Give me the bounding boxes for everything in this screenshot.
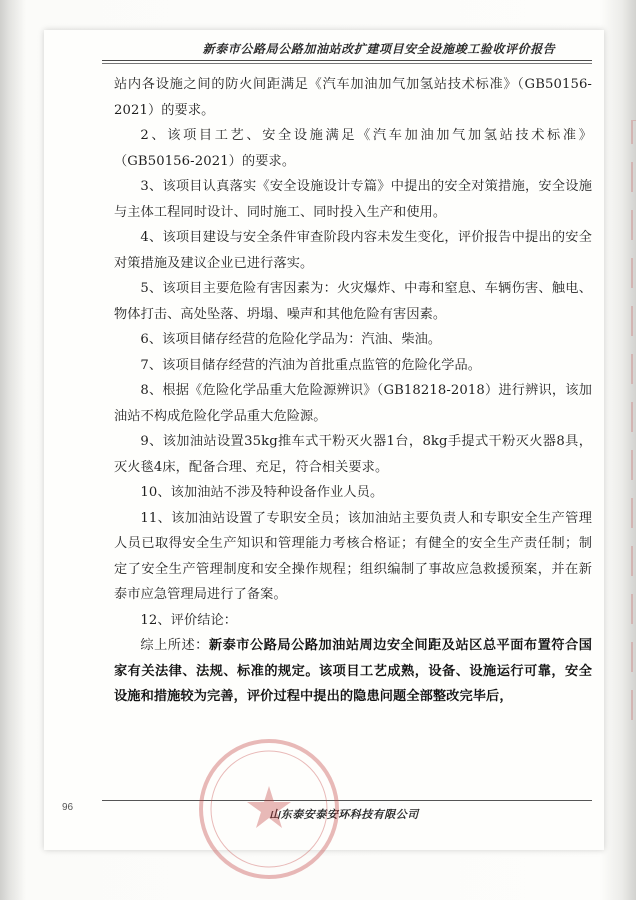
paragraph-item-5: 5、该项目主要危险有害因素为：火灾爆炸、中毒和窒息、车辆伤害、触电、物体打击、高处坠落、坍塌、噪声和其他危险有害因素。	[114, 281, 592, 322]
document-page	[44, 30, 604, 850]
page-number: 96	[62, 802, 74, 813]
conclusion-bold-text: 新泰市公路局公路加油站周边安全间距及站区总平面布置符合国家有关法律、法规、标准的规定。该项目工艺成熟，设备、设施运行可靠，安全设施和措施较为完善，评价过程中提出的隐患问题全部整改完毕后，	[114, 638, 592, 704]
report-body	[114, 72, 592, 710]
report-header-title: 新泰市公路局公路加油站改扩建项目安全设施竣工验收评价报告	[202, 42, 556, 56]
footer-divider	[102, 800, 592, 801]
paragraph-item-9: 9、该加油站设置35kg推车式干粉灭火器1台，8kg手提式干粉灭火器8具，灭火毯4床，配备合理、充足，符合相关要求。	[114, 434, 592, 475]
paragraph-item-7: 7、该项目储存经营的汽油为首批重点监管的危险化学品。	[140, 357, 482, 373]
paragraph-item-2: 2、该项目工艺、安全设施满足《汽车加油加气加氢站技术标准》（GB50156-2021）的要求。	[114, 128, 592, 169]
paragraph-item-4: 4、该项目建设与安全条件审查阶段内容未发生变化，评价报告中提出的安全对策措施及建议企业已进行落实。	[114, 230, 592, 271]
paragraph-item-6: 6、该项目储存经营的危险化学品为：汽油、柴油。	[140, 332, 442, 347]
footer-company-name: 山东泰安泰安环科技有限公司	[269, 808, 419, 821]
paragraph-item-10: 10、该加油站不涉及特种设备作业人员。	[140, 485, 384, 500]
paragraph-item-8: 8、根据《危险化学品重大危险源辨识》（GB18218-2018）进行辨识，该加油站不构成危险化学品重大危险源。	[114, 383, 592, 424]
paragraph-item-11: 11、该加油站设置了专职安全员；该加油站主要负责人和专职安全生产管理人员已取得安全生产知识和管理能力考核合格证；有健全的安全生产责任制；制定了安全生产管理制度和安全操作规程；组织编制了事故应急救援预案，并在新泰市应急管理局进行了备案。	[114, 510, 592, 602]
conclusion-paragraph	[114, 633, 592, 710]
paragraph-item-3: 3、该项目认真落实《安全设施设计专篇》中提出的安全对策措施，安全设施与主体工程同时设计、同时施工、同时投入生产和使用。	[114, 179, 592, 220]
paragraph-item-12: 12、评价结论：	[140, 612, 238, 628]
header-divider-thin	[102, 63, 592, 64]
paragraph-continued: 站内各设施之间的防火间距满足《汽车加油加气加氢站技术标准》（GB50156-2021）的要求。	[114, 77, 592, 118]
conclusion-lead: 综上所述：	[140, 638, 209, 653]
header-divider	[102, 60, 592, 61]
